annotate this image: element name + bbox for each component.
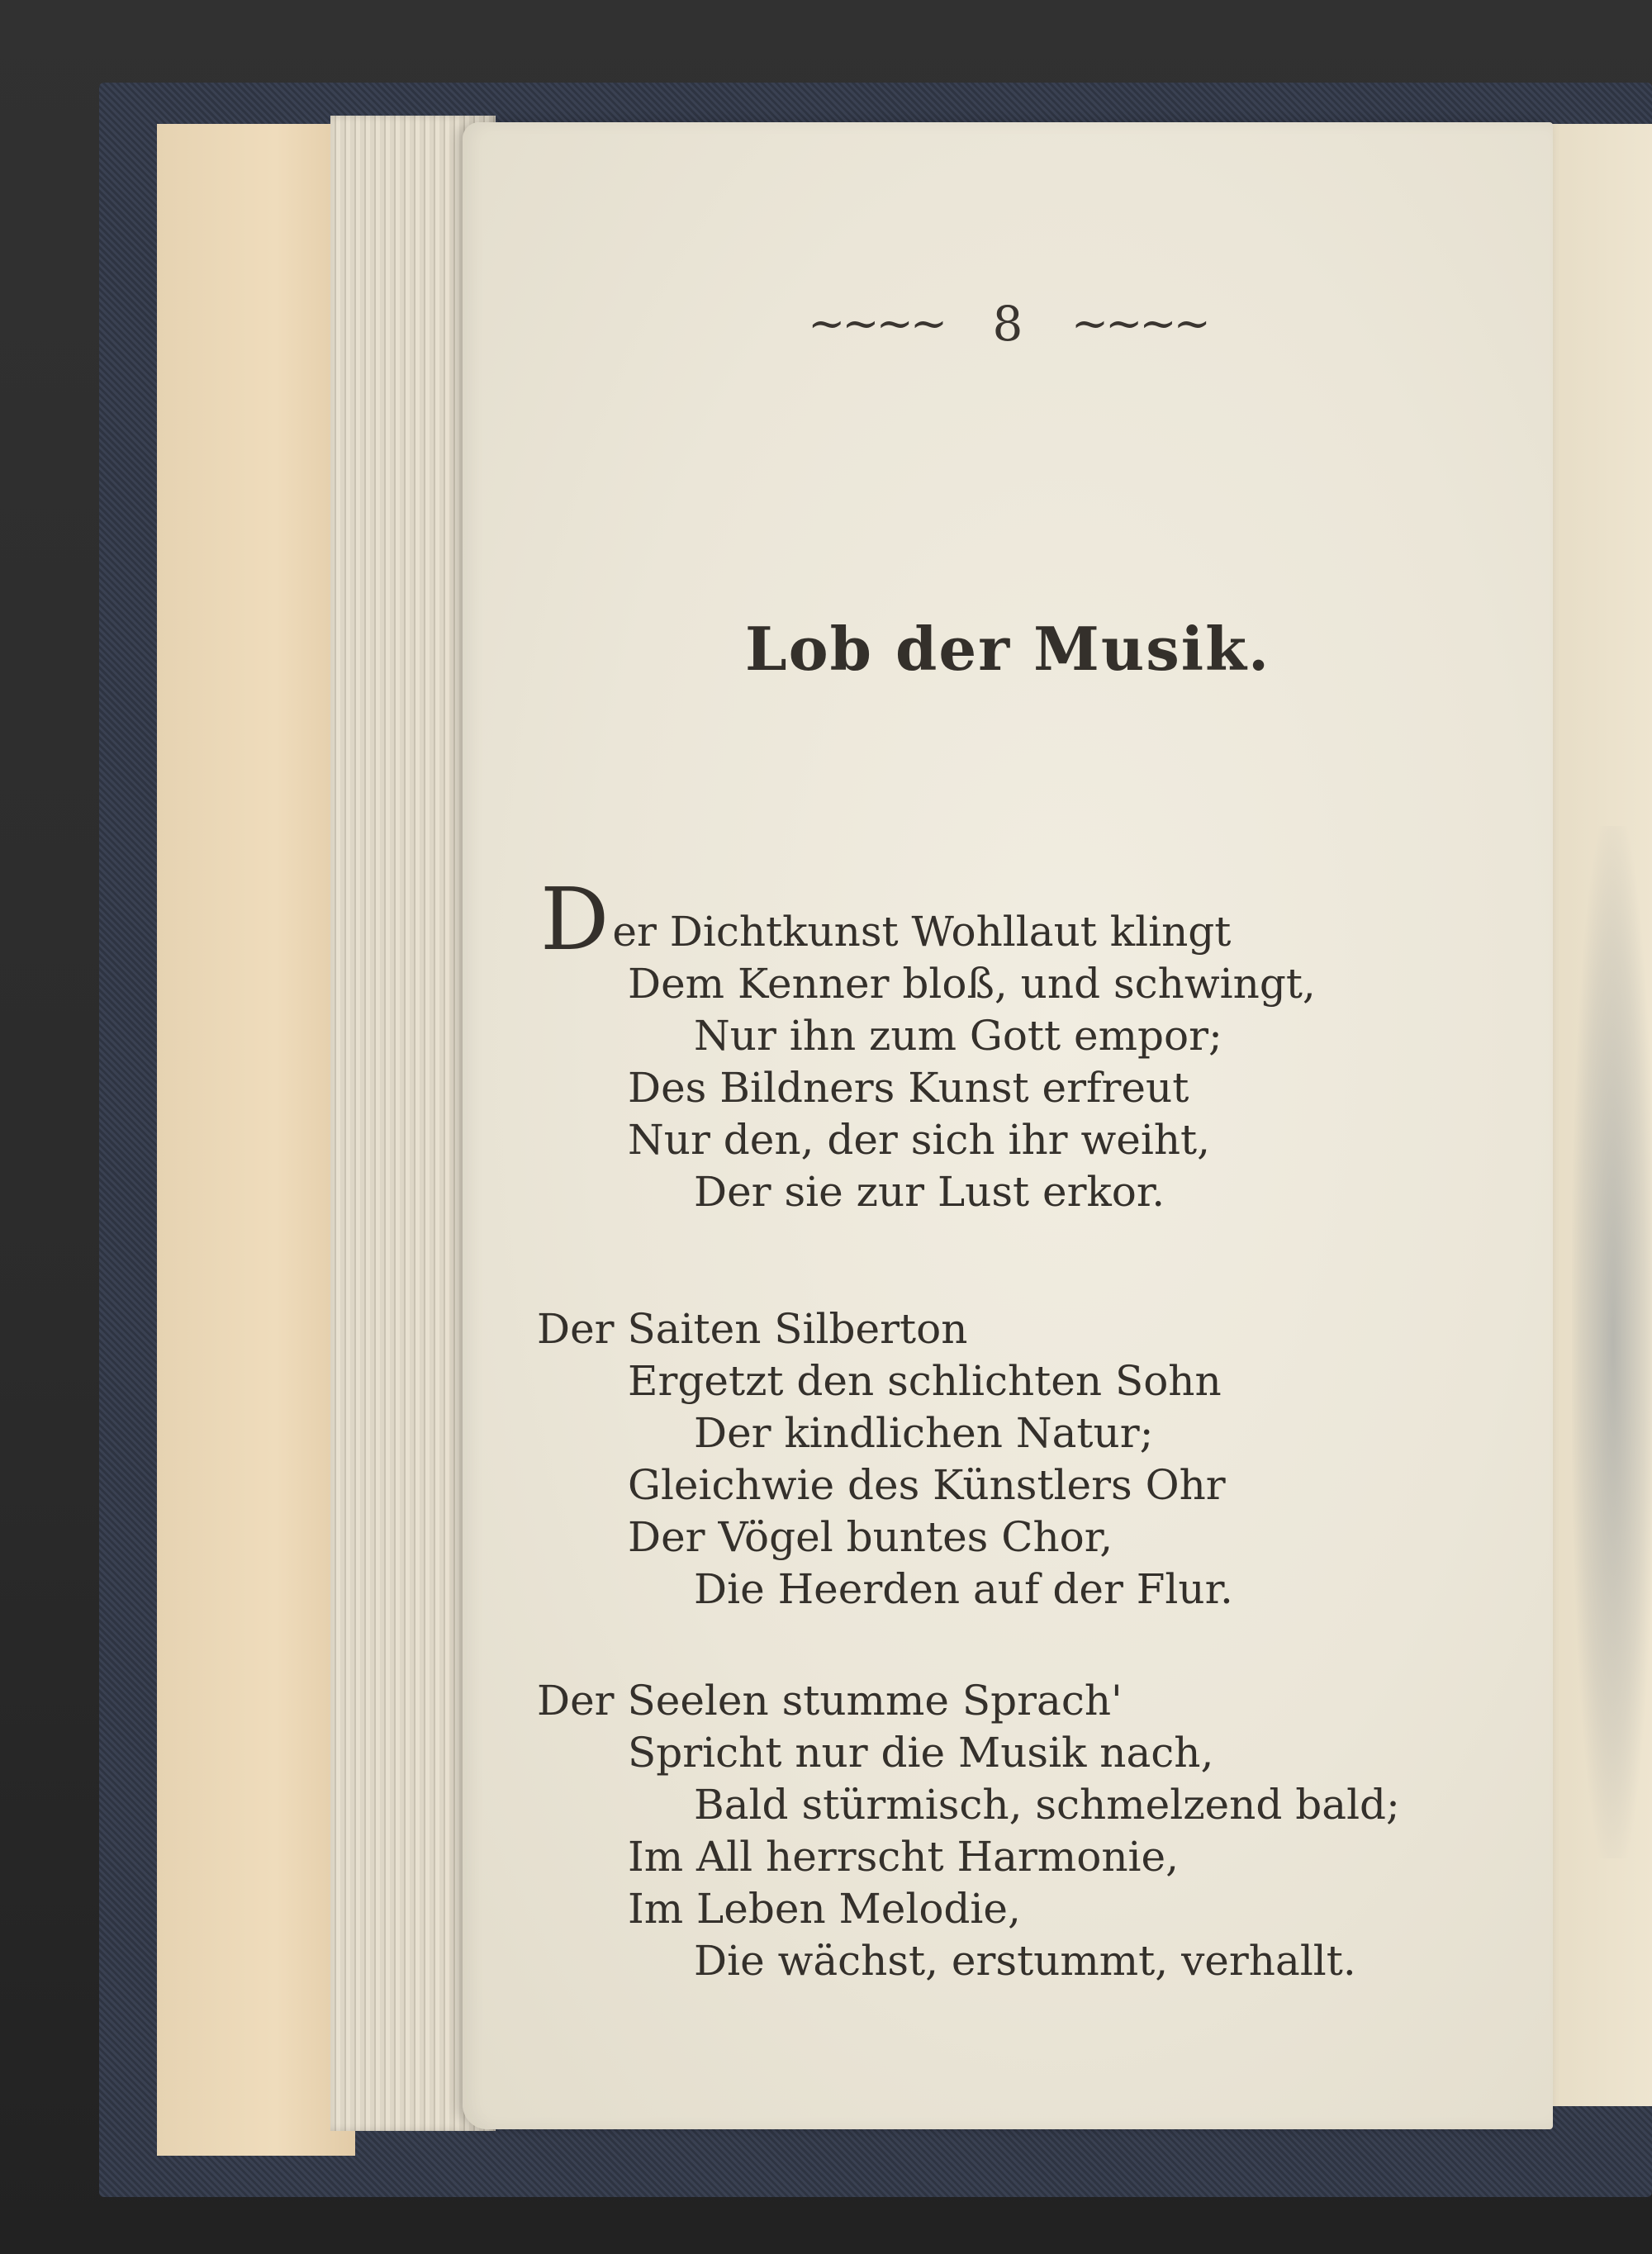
verse-line: Der Saiten Silberton bbox=[537, 1305, 968, 1353]
page-number: 8 bbox=[992, 295, 1023, 352]
poem-title: Lob der Musik. bbox=[744, 614, 1271, 684]
drop-cap: D bbox=[540, 869, 610, 970]
verse-line: Gleichwie des Künstlers Ohr bbox=[628, 1461, 1226, 1509]
verse-line: Nur den, der sich ihr weiht, bbox=[628, 1116, 1211, 1164]
opposite-page bbox=[1536, 124, 1652, 2106]
folio-ornament-left: ~~~~ bbox=[808, 297, 945, 350]
endpaper bbox=[157, 124, 355, 2156]
ink-bleed-through bbox=[1572, 826, 1652, 1858]
verse-line: Der sie zur Lust erkor. bbox=[694, 1168, 1165, 1216]
verse-line: Im All herrscht Harmonie, bbox=[628, 1833, 1179, 1881]
verse-line: Des Bildners Kunst erfreut bbox=[628, 1064, 1189, 1112]
verse-line: Der Vögel buntes Chor, bbox=[628, 1513, 1113, 1561]
verse-line: Dem Kenner bloß, und schwingt, bbox=[628, 960, 1316, 1008]
verse-line: Im Leben Melodie, bbox=[628, 1885, 1021, 1933]
verse-line: Die Heerden auf der Flur. bbox=[694, 1565, 1233, 1613]
verse-line: Der Seelen stumme Sprach' bbox=[537, 1677, 1123, 1725]
verse-text: er Dichtkunst Wohllaut klingt bbox=[612, 908, 1232, 956]
stanza-1 bbox=[537, 869, 1528, 1218]
verse-line: Der kindlichen Natur; bbox=[694, 1409, 1154, 1457]
folio-ornament-right: ~~~~ bbox=[1070, 297, 1208, 350]
verse-line: Ergetzt den schlichten Sohn bbox=[628, 1357, 1222, 1405]
verse-line bbox=[537, 869, 1528, 970]
verse-line: Bald stürmisch, schmelzend bald; bbox=[694, 1781, 1400, 1829]
verse-line: Die wächst, erstummt, verhallt. bbox=[694, 1937, 1356, 1985]
verse-line: Nur ihn zum Gott empor; bbox=[694, 1012, 1222, 1060]
page-number-header bbox=[463, 292, 1553, 352]
verse-line: Spricht nur die Musik nach, bbox=[628, 1729, 1214, 1777]
book-page bbox=[463, 122, 1553, 2129]
stanza-2 bbox=[537, 1303, 1528, 1616]
stanza-3 bbox=[537, 1675, 1528, 1987]
